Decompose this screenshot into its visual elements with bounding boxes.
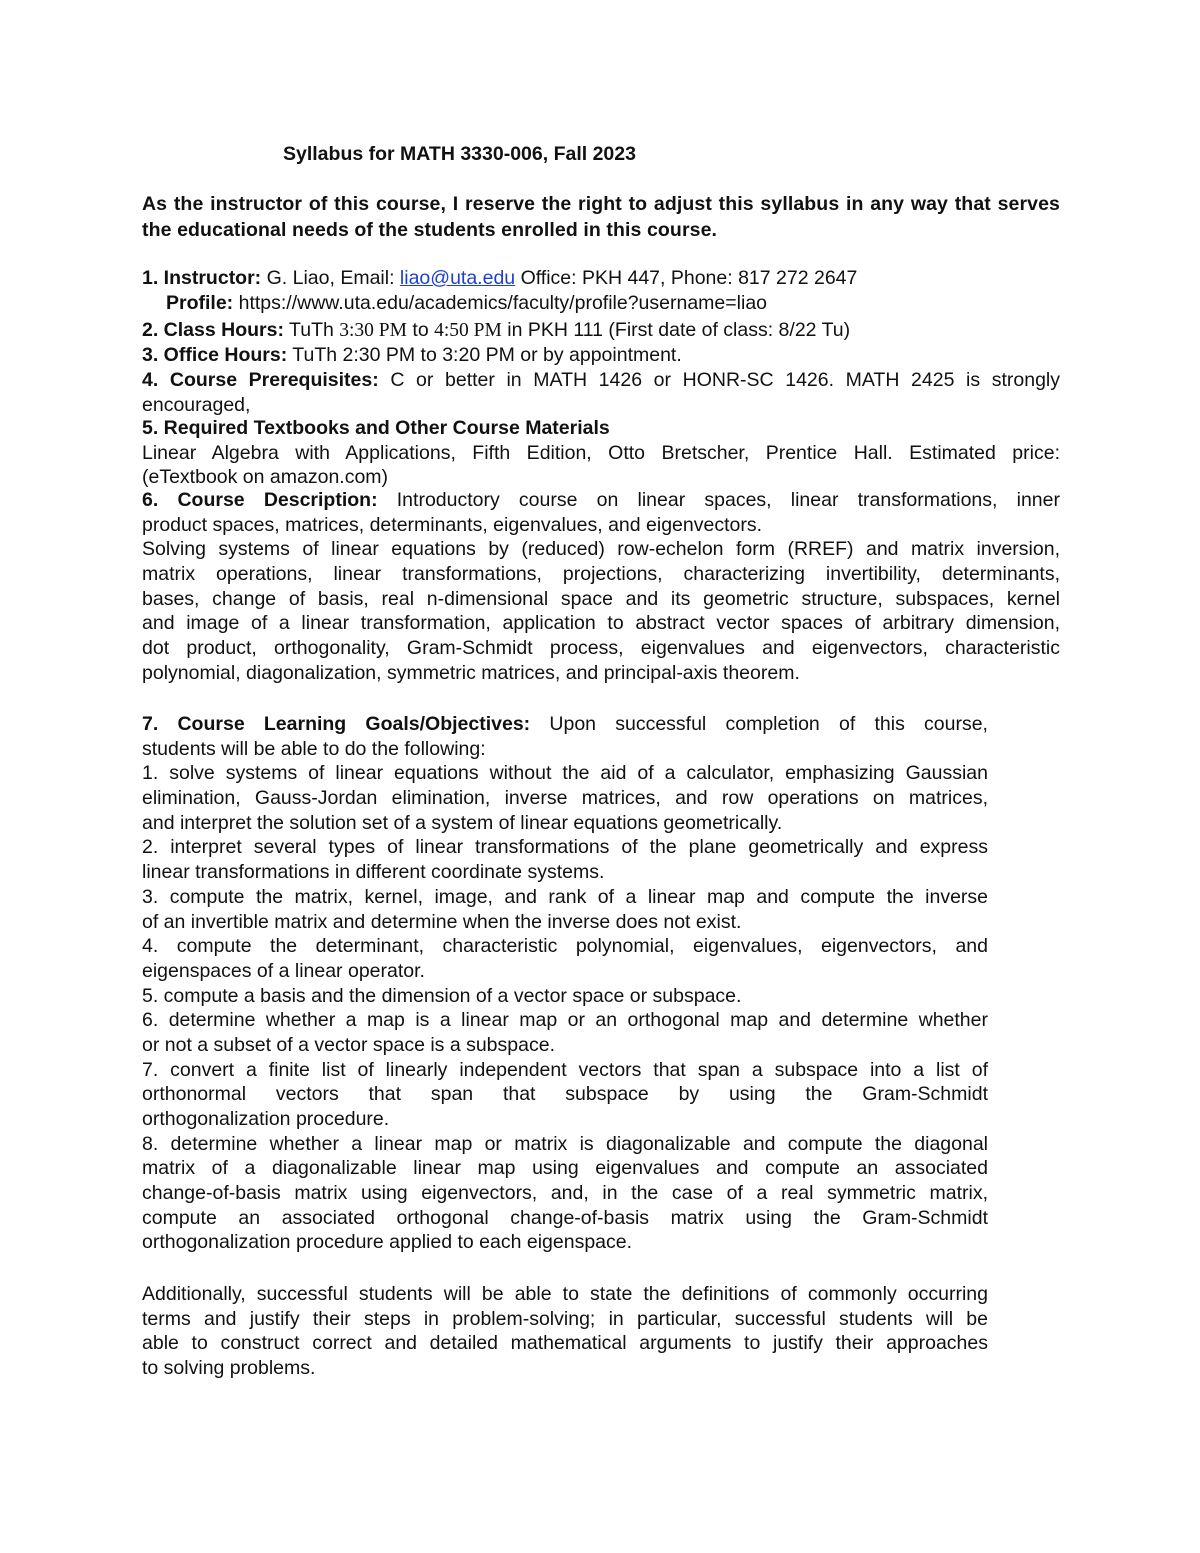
textbooks-line1: Linear Algebra with Applications, Fifth Edition, Otto Bretscher, Prentice Hall. Estimated price: (142, 441, 1060, 464)
objective-line: 6. determine whether a map is a linear map or an orthogonal map and determine whether (142, 1009, 988, 1032)
objective-item (142, 885, 988, 934)
description-line2: product spaces, matrices, determinants, eigenvalues, and eigenvectors. (142, 513, 763, 536)
textbooks-line2: (eTextbook on amazon.com) (142, 466, 389, 489)
page-title: Syllabus for MATH 3330-006, Fall 2023 (283, 143, 636, 165)
class-hours-days: TuTh (289, 319, 334, 341)
objectives-line1: Upon successful completion of this course, (549, 713, 988, 735)
description-para-line: dot product, orthogonality, Gram-Schmidt process, eigenvalues and eigenvectors, characteristic (142, 637, 1060, 660)
disclaimer-text: As the instructor of this course, I reserve the right to adjust this syllabus in any way that serves the educational needs of the students enrolled in this course. (142, 193, 1060, 241)
prerequisites-line2: encouraged, (142, 393, 251, 416)
objective-line: 3. compute the matrix, kernel, image, and rank of a linear map and compute the inverse (142, 885, 988, 908)
office-hours-label: 3. Office Hours: (142, 344, 288, 366)
additional-line: able to construct correct and detailed mathematical arguments to justify their approaches (142, 1332, 988, 1355)
objective-line: matrix of a diagonalizable linear map using eigenvalues and compute an associated (142, 1157, 988, 1180)
objective-line: 1. solve systems of linear equations without the aid of a calculator, emphasizing Gaussian (142, 762, 988, 785)
section-description (142, 488, 1060, 686)
class-hours-location: in PKH 111 (First date of class: 8/22 Tu) (507, 319, 851, 341)
description-para-line: and image of a linear transformation, application to abstract vector spaces of arbitrary dimension, (142, 612, 1060, 635)
section-prerequisites (142, 368, 1060, 417)
objective-line: 7. convert a finite list of linearly independent vectors that span a subspace into a list of (142, 1058, 988, 1081)
objectives-label: 7. Course Learning Goals/Objectives: (142, 713, 531, 735)
objective-line: of an invertible matrix and determine when the inverse does not exist. (142, 910, 742, 933)
objectives-line2: students will be able to do the following: (142, 737, 486, 760)
instructor-email-link[interactable]: liao@uta.edu (399, 267, 516, 289)
section-office-hours (142, 343, 1060, 368)
objective-line: change-of-basis matrix using eigenvectors, and, in the case of a real symmetric matrix, (142, 1182, 988, 1205)
objective-item (142, 835, 988, 884)
profile-label: Profile: (166, 291, 234, 314)
objective-line: orthogonalization procedure. (142, 1108, 390, 1130)
additional-line: to solving problems. (142, 1357, 316, 1380)
objective-line: orthogonalization procedure applied to each eigenspace. (142, 1231, 633, 1254)
office-hours-text: TuTh 2:30 PM to 3:20 PM or by appointment. (292, 344, 682, 366)
instructor-office-phone: Office: PKH 447, Phone: 817 272 2647 (520, 267, 858, 289)
objective-item (142, 761, 988, 835)
section-instructor (142, 266, 1060, 315)
objective-line: compute an associated orthogonal change-of-basis matrix using the Gram-Schmidt (142, 1206, 988, 1229)
section-objectives (142, 712, 988, 1255)
objective-line: orthonormal vectors that span that subspace by using the Gram-Schmidt (142, 1083, 988, 1106)
section-class-hours (142, 318, 1060, 343)
objective-item (142, 1008, 988, 1057)
section-additional (142, 1282, 988, 1381)
class-hours-label: 2. Class Hours: (142, 319, 284, 341)
objective-line: 2. interpret several types of linear transformations of the plane geometrically and express (142, 836, 988, 859)
additional-line: Additionally, successful students will be able to state the definitions of commonly occurring (142, 1283, 988, 1305)
objective-item (142, 1058, 988, 1132)
objective-line: elimination, Gauss-Jordan elimination, inverse matrices, and row operations on matrices, (142, 787, 988, 810)
objective-line: 4. compute the determinant, characteristic polynomial, eigenvalues, eigenvectors, and (142, 935, 988, 958)
description-label: 6. Course Description: (142, 489, 378, 511)
class-hours-start: 3:30 PM (339, 320, 407, 341)
prerequisites-line1: C or better in MATH 1426 or HONR-SC 1426. MATH 2425 is strongly (390, 369, 1061, 391)
section-textbooks (142, 416, 1060, 490)
class-hours-end: 4:50 PM (434, 320, 502, 341)
objective-item (142, 984, 988, 1009)
description-line1: Introductory course on linear spaces, linear transformations, inner (396, 489, 1060, 511)
objective-item (142, 1132, 988, 1255)
description-para-line: matrix operations, linear transformations, projections, characterizing invertibility, determinants, (142, 563, 1060, 586)
prerequisites-label: 4. Course Prerequisites: (142, 369, 379, 391)
class-hours-to: to (412, 319, 429, 341)
objective-line: or not a subset of a vector space is a subspace. (142, 1033, 555, 1056)
objective-line: and interpret the solution set of a system of linear equations geometrically. (142, 811, 783, 834)
description-para-line: polynomial, diagonalization, symmetric matrices, and principal-axis theorem. (142, 661, 800, 684)
objective-line: 5. compute a basis and the dimension of a vector space or subspace. (142, 984, 742, 1007)
description-para-line: Solving systems of linear equations by (reduced) row-echelon form (RREF) and matrix inversion, (142, 538, 1060, 561)
additional-line: terms and justify their steps in problem-solving; in particular, successful students will be (142, 1307, 988, 1330)
textbooks-label: 5. Required Textbooks and Other Course Materials (142, 417, 610, 439)
objective-line: eigenspaces of a linear operator. (142, 959, 425, 982)
objective-line: linear transformations in different coordinate systems. (142, 861, 605, 884)
description-para-line: bases, change of basis, real n-dimensional space and its geometric structure, subspaces, kernel (142, 587, 1060, 610)
instructor-label: 1. Instructor: (142, 267, 262, 289)
objective-line: 8. determine whether a linear map or matrix is diagonalizable and compute the diagonal (142, 1132, 988, 1155)
profile-url[interactable]: https://www.uta.edu/academics/faculty/profile?username=liao (238, 291, 768, 314)
objective-item (142, 934, 988, 983)
instructor-name: G. Liao, Email: (266, 267, 395, 289)
